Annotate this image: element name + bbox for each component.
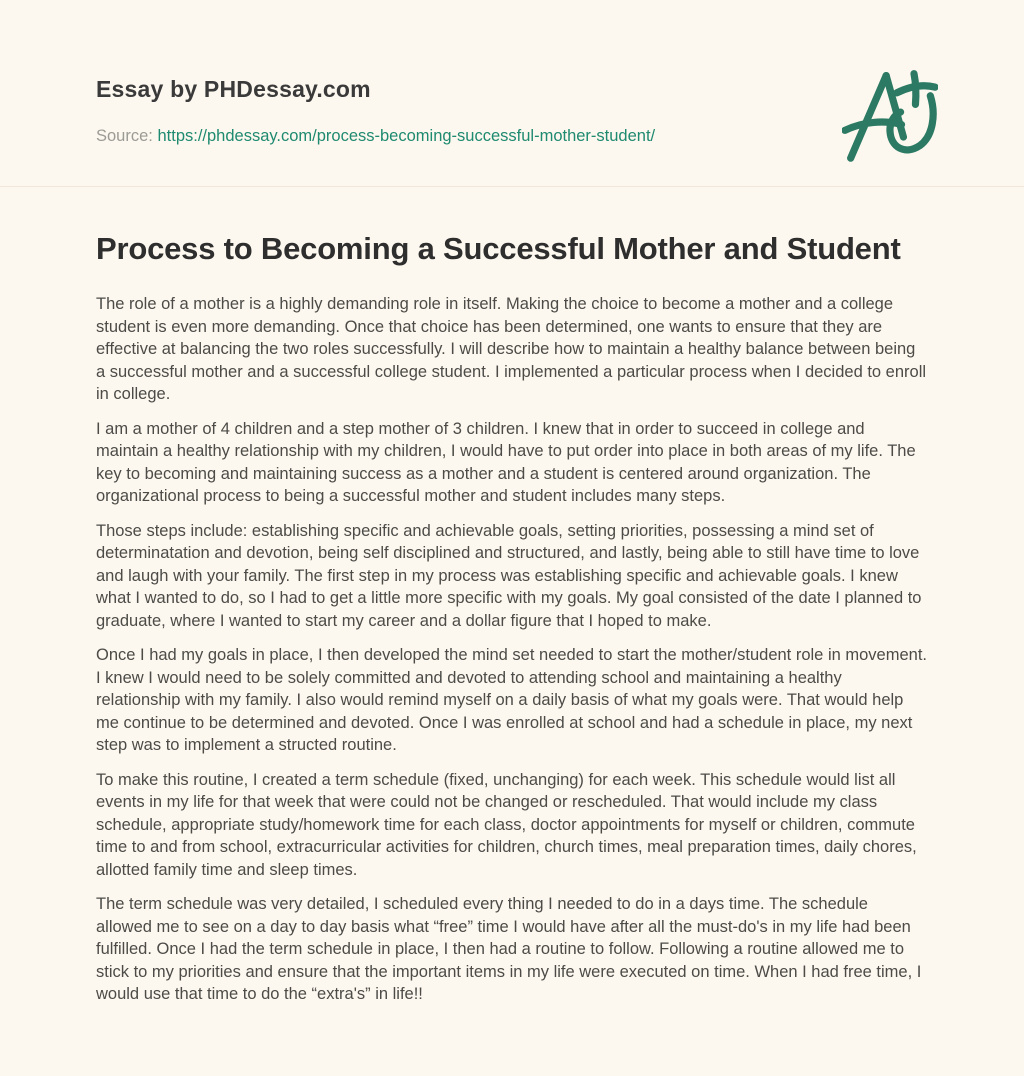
source-line bbox=[96, 127, 928, 146]
essay-article bbox=[0, 231, 1024, 1006]
source-label: Source: bbox=[96, 127, 153, 145]
essay-paragraph: The term schedule was very detailed, I scheduled every thing I needed to do in a days time. The schedule allowed me to see on a day to day basis what “free” time I would have after all the must-do's in my life had been fulfilled. Once I had the term schedule in place, I then had a routine to follow. Following a routine allowed me to stick to my priorities and ensure that the important items in my life were executed on time. When I had free time, I would use that time to do the “extra's” in life!! bbox=[96, 895, 922, 1003]
essay-paragraph: The role of a mother is a highly demanding role in itself. Making the choice to become a mother and a college student is even more demanding. Once that choice has been determined, one wants to ensure that they are effective at balancing the two roles successfully. I will describe how to maintain a healthy balance between being a successful mother and a successful college student. I implemented a particular process when I decided to enroll in college. bbox=[96, 295, 927, 403]
essay-paragraph: Those steps include: establishing specific and achievable goals, setting priorities, possessing a mind set of determinatation and devotion, being self disciplined and structured, and lastly, being able to still have time to love and laugh with your family. The first step in my process was establishing specific and achievable goals. I knew what I wanted to do, so I had to get a little more specific with my goals. My goal consisted of the date I planned to graduate, where I wanted to start my career and a dollar figure that I hoped to make. bbox=[96, 521, 922, 630]
essay-body bbox=[96, 293, 928, 1006]
essay-paragraph: Once I had my goals in place, I then developed the mind set needed to start the mother/student role in movement. I knew I would need to be solely committed and devoted to attending school and maintaining a healthy relationship with my family. I also would remind myself on a daily basis of what my goals were. That would help me continue to be determined and devoted. Once I was enrolled at school and had a schedule in place, my next step was to implement a structed routine. bbox=[96, 646, 927, 754]
source-url-link[interactable]: https://phdessay.com/process-becoming-successful-mother-student/ bbox=[157, 127, 656, 145]
page-title: Process to Becoming a Successful Mother and Student bbox=[96, 231, 901, 266]
a-plus-logo-icon bbox=[842, 64, 938, 164]
page-header bbox=[0, 0, 1024, 146]
brand-title: Essay by PHDessay.com bbox=[96, 76, 371, 102]
essay-paragraph: I am a mother of 4 children and a step mother of 3 children. I knew that in order to succeed in college and maintain a healthy relationship with my children, I would have to put order into place in both areas of my life. The key to becoming and maintaining success as a mother and a student is centered around organization. The organizational process to being a successful mother and student includes many steps. bbox=[96, 419, 916, 505]
header-divider bbox=[0, 186, 1024, 187]
essay-paragraph: To make this routine, I created a term schedule (fixed, unchanging) for each week. This schedule would list all events in my life for that week that were could not be changed or rescheduled. That would include my class schedule, appropriate study/homework time for each class, doctor appointments for myself or children, commute time to and from school, extracurricular activities for children, church times, meal preparation times, daily chores, allotted family time and sleep times. bbox=[96, 770, 917, 879]
